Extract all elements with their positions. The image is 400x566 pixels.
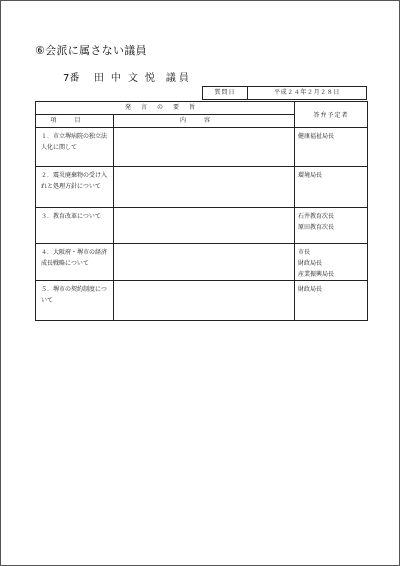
- header-content: 内容: [114, 115, 295, 128]
- responder-cell: [295, 244, 368, 281]
- responder-name: 財政局長: [298, 286, 323, 293]
- content-cell: [114, 281, 295, 321]
- responder-name: 原田教育次長: [298, 224, 335, 231]
- member-seat: 7番: [63, 73, 80, 84]
- responder-cell: [295, 167, 368, 208]
- header-item: 項目: [36, 115, 114, 128]
- responder-name: 産業振興局長: [298, 271, 335, 278]
- member-title-char: 員: [178, 73, 189, 84]
- item-cell: ５．堺市の契約制度について: [36, 281, 114, 321]
- responder-cell: [295, 128, 368, 167]
- member-name-char: 文: [127, 73, 138, 84]
- content-cell: [114, 208, 295, 244]
- responder-cell: [295, 208, 368, 244]
- responder-name: 財政局長: [298, 260, 323, 267]
- table-row: [36, 128, 368, 167]
- header-speech-summary: 発言の要旨: [36, 102, 295, 115]
- content-cell: [114, 128, 295, 167]
- table-row: [36, 244, 368, 281]
- faction-heading: ⑥会派に属さない議員: [35, 44, 147, 57]
- responder-name: 健康福祉局長: [298, 133, 335, 140]
- question-date-value: 平成２４年２月２８日: [273, 89, 340, 96]
- content-cell: [114, 167, 295, 208]
- responder-name: 環境局長: [298, 172, 323, 179]
- table-row: [36, 167, 368, 208]
- member-line: [63, 69, 190, 84]
- speech-summary-table: [35, 101, 368, 321]
- responder-cell: [295, 281, 368, 321]
- item-cell: ２．震災廃棄物の受け入れと処理方針について: [36, 167, 114, 208]
- responder-name: 市長: [298, 249, 311, 256]
- item-cell: ３．教育改革について: [36, 208, 114, 244]
- content-cell: [114, 244, 295, 281]
- header-responder: 答弁予定者: [295, 102, 368, 128]
- member-name-char: 中: [110, 73, 121, 84]
- item-cell: １．市立堺病院の独立法人化に関して: [36, 128, 114, 167]
- member-name-char: 悦: [144, 73, 155, 84]
- member-name-char: 田: [93, 73, 104, 84]
- table-row: [36, 208, 368, 244]
- question-date-box: [202, 86, 367, 100]
- item-cell: ４．大阪府・堺市の経済成長戦略について: [36, 244, 114, 281]
- member-title-char: 議: [165, 73, 176, 84]
- question-date-label: 質問日: [203, 87, 248, 99]
- table-row: [36, 281, 368, 321]
- responder-name: 石井教育次長: [298, 213, 335, 220]
